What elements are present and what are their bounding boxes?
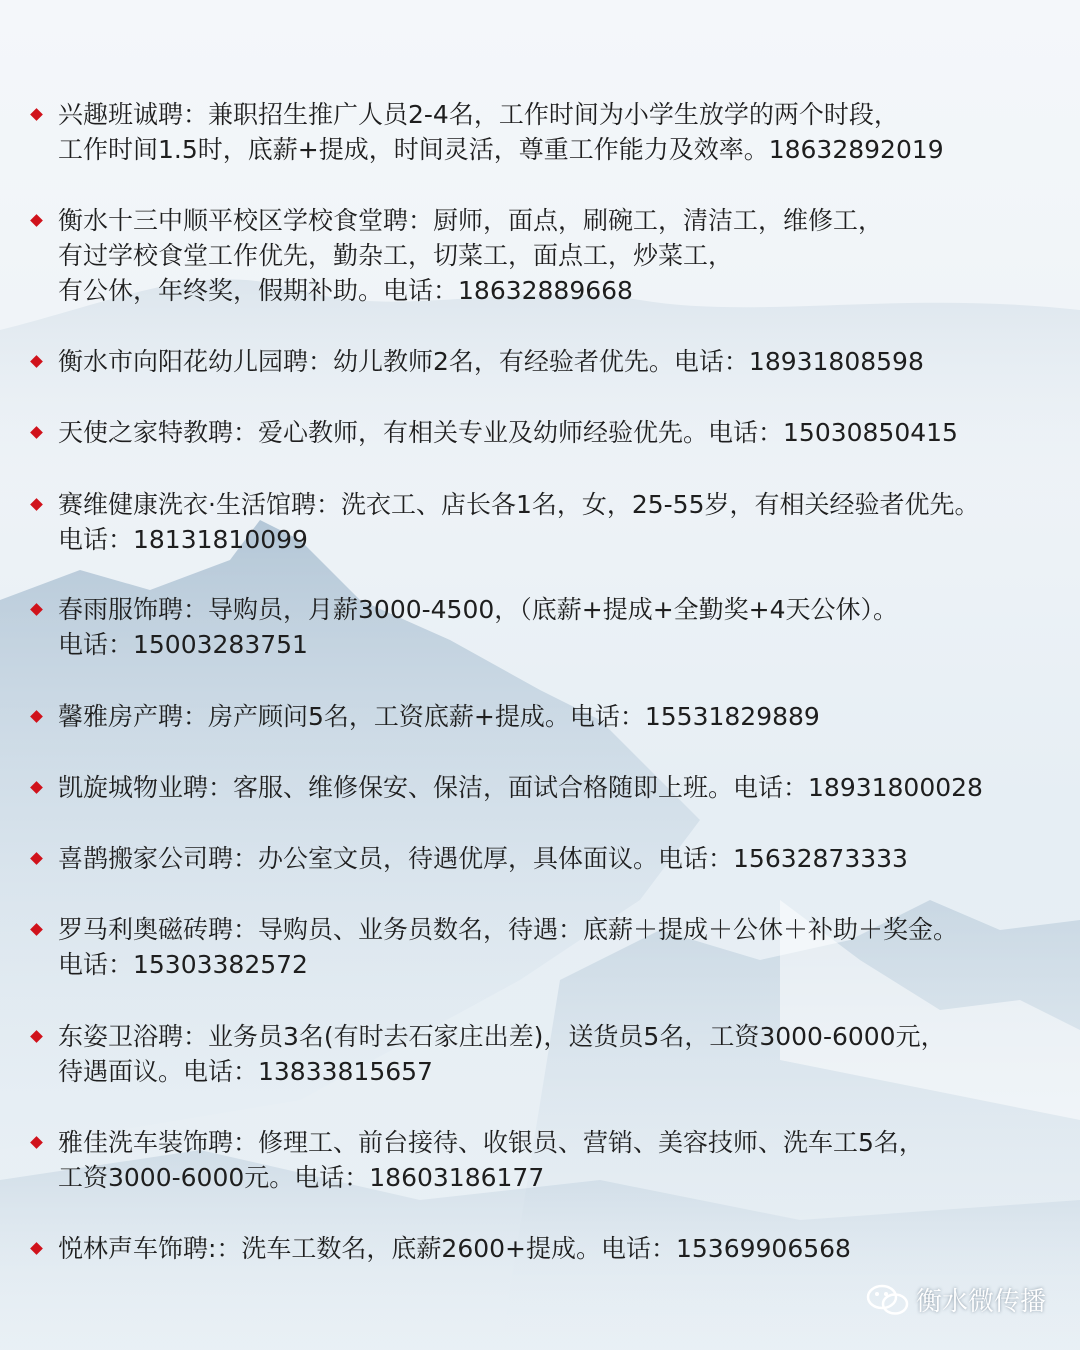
listing-text-line: 待遇面议。电话：13833815657	[58, 1057, 433, 1086]
job-listing	[32, 415, 958, 450]
listing-text-line: 春雨服饰聘：导购员，月薪3000-4500，（底薪+提成+全勤奖+4天公休）。	[58, 595, 899, 624]
job-listing	[32, 912, 958, 982]
job-listing	[32, 1231, 851, 1266]
listing-text-line: 衡水市向阳花幼儿园聘：幼儿教师2名，有经验者优先。电话：18931808598	[58, 347, 924, 376]
listing-text-line: 雅佳洗车装饰聘：修理工、前台接待、收银员、营销、美容技师、洗车工5名，	[58, 1128, 924, 1157]
job-listing	[32, 344, 924, 379]
job-listing	[32, 699, 820, 734]
job-listing	[32, 770, 983, 805]
listing-text-line: 衡水十三中顺平校区学校食堂聘：厨师，面点，刷碗工，清洁工，维修工，	[58, 206, 884, 235]
listing-text-line: 喜鹊搬家公司聘：办公室文员，待遇优厚，具体面议。电话：15632873333	[58, 844, 908, 873]
watermark-text: 衡水微传播	[915, 1287, 1046, 1317]
listing-text-line: 天使之家特教聘：爱心教师，有相关专业及幼师经验优先。电话：15030850415	[58, 418, 958, 447]
listing-text-line: 馨雅房产聘：房产顾问5名，工资底薪+提成。电话：15531829889	[58, 702, 820, 731]
listing-text-line: 电话：15303382572	[58, 950, 308, 979]
listing-text-line: 电话：15003283751	[58, 630, 308, 659]
listing-text-line: 罗马利奥磁砖聘：导购员、业务员数名，待遇：底薪＋提成＋公休＋补助＋奖金。	[58, 915, 959, 944]
job-listing	[32, 1125, 924, 1195]
listing-text-line: 工作时间1.5时，底薪+提成，时间灵活，尊重工作能力及效率。18632892019	[58, 135, 944, 164]
watermark	[866, 1281, 1046, 1318]
job-listing	[32, 487, 980, 557]
listing-text-line: 兴趣班诚聘：兼职招生推广人员2-4名，工作时间为小学生放学的两个时段，	[58, 100, 899, 129]
listing-text-line: 东姿卫浴聘：业务员3名(有时去石家庄出差)，送货员5名，工资3000-6000元，	[58, 1022, 946, 1051]
job-listing	[32, 97, 944, 167]
listing-text-line: 有过学校食堂工作优先，勤杂工，切菜工，面点工，炒菜工，	[58, 241, 734, 270]
listing-text-line: 工资3000-6000元。电话：18603186177	[58, 1163, 545, 1192]
wechat-icon	[866, 1283, 910, 1317]
job-listing	[32, 841, 908, 876]
listing-text-line: 悦林声车饰聘:：洗车工数名，底薪2600+提成。电话：15369906568	[58, 1234, 851, 1263]
job-listing	[32, 1019, 946, 1089]
job-listing	[32, 203, 883, 308]
job-listing	[32, 592, 898, 662]
listing-text-line: 电话：18131810099	[58, 525, 308, 554]
listing-text-line: 赛维健康洗衣·生活馆聘：洗衣工、店长各1名，女，25-55岁，有相关经验者优先。	[58, 490, 980, 519]
listing-text-line: 凯旋城物业聘：客服、维修保安、保洁，面试合格随即上班。电话：18931800028	[58, 773, 983, 802]
listing-text-line: 有公休，年终奖，假期补助。电话：18632889668	[58, 276, 633, 305]
